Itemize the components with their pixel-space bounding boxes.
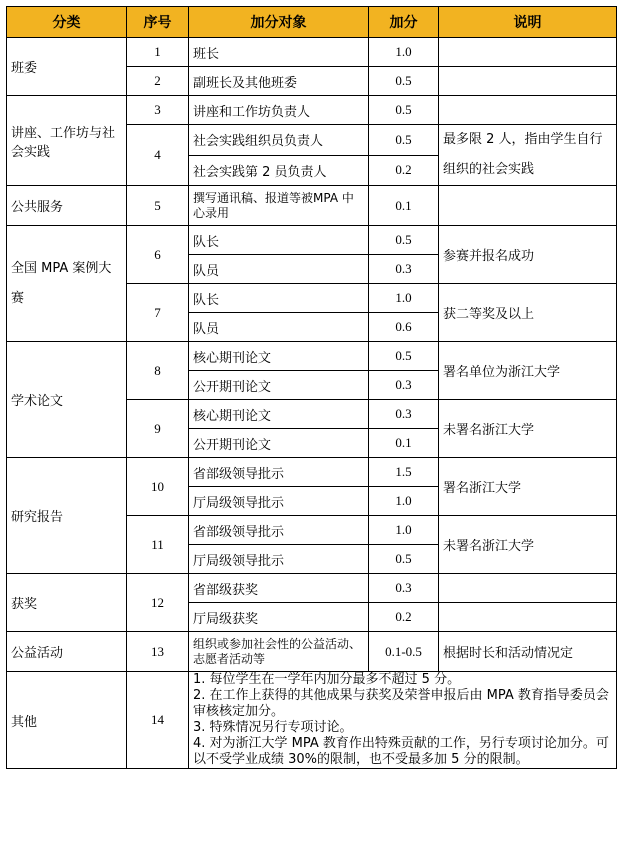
target-cell: 队员 [189,313,369,342]
header-note: 说明 [439,7,617,38]
note-cell: 署名单位为浙江大学 [439,342,617,400]
table-row [7,458,617,487]
table-row [7,632,617,672]
target-cell: 省部级获奖 [189,574,369,603]
index-cell: 9 [127,400,189,458]
table-row [7,672,617,769]
target-cell: 副班长及其他班委 [189,67,369,96]
points-cell: 0.3 [369,574,439,603]
target-cell: 核心期刊论文 [189,342,369,371]
index-cell: 11 [127,516,189,574]
note-line: 1. 每位学生在一学年内加分最多不超过 5 分。 [193,672,461,687]
target-cell: 社会实践第 2 员负责人 [189,155,369,186]
target-cell: 组织或参加社会性的公益活动、志愿者活动等 [189,632,369,672]
note-cell: 署名浙江大学 [439,458,617,516]
index-cell: 5 [127,186,189,226]
points-cell: 1.0 [369,516,439,545]
index-cell: 12 [127,574,189,632]
points-cell: 0.3 [369,371,439,400]
points-cell: 0.6 [369,313,439,342]
note-cell: 根据时长和活动情况定 [439,632,617,672]
table-row [7,574,617,603]
points-cell: 0.5 [369,96,439,125]
points-cell: 1.5 [369,458,439,487]
other-notes [189,672,617,769]
index-cell: 4 [127,125,189,186]
note-cell [439,603,617,632]
index-cell: 10 [127,458,189,516]
category-cell: 全国 MPA 案例大赛 [7,226,127,342]
points-cell: 0.5 [369,125,439,156]
target-cell: 撰写通讯稿、报道等被MPA 中心录用 [189,186,369,226]
points-cell: 0.3 [369,255,439,284]
points-cell: 0.5 [369,226,439,255]
target-cell: 队长 [189,226,369,255]
header-points: 加分 [369,7,439,38]
points-cell: 0.5 [369,545,439,574]
index-cell: 14 [127,672,189,769]
index-cell: 7 [127,284,189,342]
category-cell: 获奖 [7,574,127,632]
note-cell [439,574,617,603]
target-cell: 省部级领导批示 [189,516,369,545]
target-cell: 社会实践组织员负责人 [189,125,369,156]
points-cell: 1.0 [369,38,439,67]
note-cell: 最多限 2 人，指由学生自行组织的社会实践 [439,125,617,186]
target-cell: 讲座和工作坊负责人 [189,96,369,125]
table-header-row [7,7,617,38]
index-cell: 6 [127,226,189,284]
table-row [7,342,617,371]
note-cell: 参赛并报名成功 [439,226,617,284]
note-cell [439,186,617,226]
points-cell: 0.2 [369,603,439,632]
category-cell: 班委 [7,38,127,96]
target-cell: 核心期刊论文 [189,400,369,429]
bonus-points-table [6,6,617,769]
points-cell: 0.3 [369,400,439,429]
table-row [7,38,617,67]
note-line: 2. 在工作上获得的其他成果与获奖及荣誉申报后由 MPA 教育指导委员会审核核定加分。 [193,688,609,719]
category-cell: 其他 [7,672,127,769]
category-cell: 研究报告 [7,458,127,574]
header-category: 分类 [7,7,127,38]
target-cell: 队长 [189,284,369,313]
points-cell: 1.0 [369,487,439,516]
note-line: 3. 特殊情况另行专项讨论。 [193,720,353,735]
table-row [7,226,617,255]
index-cell: 2 [127,67,189,96]
points-cell: 0.2 [369,155,439,186]
points-cell: 0.1-0.5 [369,632,439,672]
category-cell: 公益活动 [7,632,127,672]
category-cell: 公共服务 [7,186,127,226]
target-cell: 省部级领导批示 [189,458,369,487]
points-cell: 0.5 [369,342,439,371]
target-cell: 厅局级领导批示 [189,487,369,516]
header-target: 加分对象 [189,7,369,38]
index-cell: 13 [127,632,189,672]
points-cell: 0.5 [369,67,439,96]
header-index: 序号 [127,7,189,38]
category-cell: 讲座、工作坊与社会实践 [7,96,127,186]
note-cell: 未署名浙江大学 [439,400,617,458]
points-cell: 0.1 [369,186,439,226]
category-cell: 学术论文 [7,342,127,458]
note-cell: 获二等奖及以上 [439,284,617,342]
note-line: 4. 对为浙江大学 MPA 教育作出特殊贡献的工作，另行专项讨论加分。可以不受学业成绩 30%的限制，也不受最多加 5 分的限制。 [193,736,609,767]
target-cell: 公开期刊论文 [189,429,369,458]
target-cell: 班长 [189,38,369,67]
note-cell [439,38,617,67]
points-cell: 0.1 [369,429,439,458]
note-cell [439,67,617,96]
target-cell: 公开期刊论文 [189,371,369,400]
index-cell: 8 [127,342,189,400]
table-row [7,186,617,226]
note-cell [439,96,617,125]
target-cell: 厅局级获奖 [189,603,369,632]
target-cell: 队员 [189,255,369,284]
target-cell: 厅局级领导批示 [189,545,369,574]
points-cell: 1.0 [369,284,439,313]
table-row [7,96,617,125]
index-cell: 3 [127,96,189,125]
index-cell: 1 [127,38,189,67]
note-cell: 未署名浙江大学 [439,516,617,574]
